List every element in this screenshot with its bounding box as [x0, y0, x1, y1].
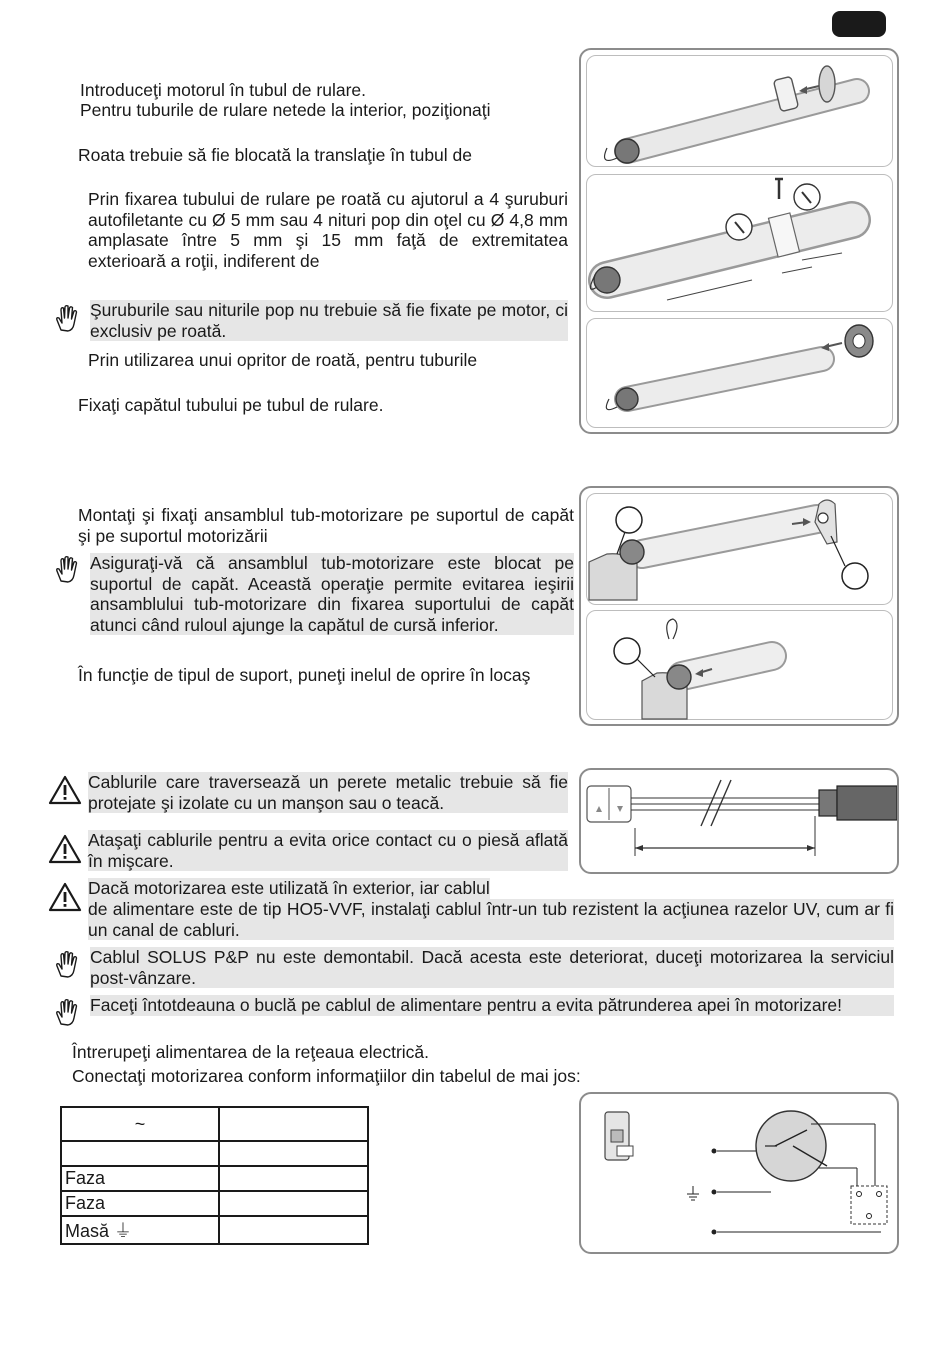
hand-note-icon [52, 304, 82, 334]
intro-line-1: Introduceţi motorul în tubul de rulare. [80, 80, 366, 100]
table-cell: Faza [61, 1166, 219, 1191]
figure-panel-cable [579, 768, 899, 874]
fix-end-line: Fixaţi capătul tubului pe tubul de rulare. [78, 395, 384, 415]
metal-wall-warning: Cablurile care traversează un perete metalic trebuie să fie protejate şi izolate cu un manşon sau o teacă. [88, 772, 568, 813]
table-cell: Masă ⏚ [61, 1216, 219, 1244]
figure-panel-mounting [579, 486, 899, 726]
table-cell [219, 1216, 368, 1244]
connect-line: Conectaţi motorizarea conform informaţiilor din tabelul de mai jos: [72, 1066, 581, 1086]
outdoor-warning-rest: de alimentare este de tip HO5-VVF, instalaţi cablul într-un tub rezistent la acţiunea razelor UV, cum ar fi un canal de cabluri. [88, 899, 894, 940]
fixing-paragraph: Prin fixarea tubului de rulare pe roată cu ajutorul a 4 şuruburi autofiletante cu Ø 5 mm sau 4 nituri pop din oţel cu Ø 4,8 mm amplasate între 5 mm şi 15 mm faţă de extremitatea exterioară a roţii, indiferent de [88, 189, 568, 271]
blocked-assembly-note: Asiguraţi-vă că ansamblul tub-motorizare este blocat pe suportul de capăt. Această operaţie permite evitarea ieşirii ansamblului tub-motorizare din fixarea suportului de capăt atunci când ruloul ajunge la capătul de cursă inferior. [90, 553, 574, 635]
screws-note: Şuruburile sau niturile pop nu trebuie să fie fixate pe motor, ci exclusiv pe roată. [90, 300, 568, 341]
moving-part-warning: Ataşaţi cablurile pentru a evita orice contact cu o piesă aflată în mişcare. [88, 830, 568, 871]
connection-table [60, 1106, 369, 1245]
wheel-stopper-line: Prin utilizarea unui opritor de roată, pentru tuburile [88, 350, 478, 370]
page-number-badge [832, 11, 886, 37]
table-row [61, 1191, 368, 1216]
power-off-line: Întrerupeţi alimentarea de la reţeaua electrică. [72, 1042, 430, 1062]
table-cell [219, 1191, 368, 1216]
table-row [61, 1166, 368, 1191]
figure-mount-brackets [586, 493, 893, 605]
figure-panel-tube-insert [579, 48, 899, 434]
cable-loop-note: Faceţi întotdeauna o buclă pe cablul de alimentare pentru a evita pătrunderea apei în motorizare! [90, 995, 894, 1016]
table-row [61, 1216, 368, 1244]
intro-line-3: Roata trebuie să fie blocată la translaţie în tubul de [78, 145, 472, 165]
figure-panel-wiring [579, 1092, 899, 1254]
figure-stop-ring [586, 610, 893, 720]
table-cell [61, 1141, 219, 1166]
warning-triangle-icon [48, 882, 82, 912]
stop-ring-paragraph: În funcţie de tipul de suport, puneţi inelul de oprire în locaş [78, 665, 531, 685]
table-header-symbol: ~ [61, 1107, 219, 1141]
hand-note-icon [52, 555, 82, 585]
hand-note-icon [52, 950, 82, 980]
figure-screw-fixing [586, 174, 893, 312]
table-cell [219, 1141, 368, 1166]
warning-triangle-icon [48, 834, 82, 864]
table-header-cell [219, 1107, 368, 1141]
warning-triangle-icon [48, 775, 82, 805]
table-row [61, 1141, 368, 1166]
mount-paragraph: Montaţi şi fixaţi ansamblul tub-motorizare pe suportul de capăt şi pe suportul motorizării [78, 505, 574, 546]
cable-not-removable-note: Cablul SOLUS P&P nu este demontabil. Dacă acesta este deteriorat, duceţi motorizarea la serviciul post-vânzare. [90, 947, 894, 988]
figure-end-cap [586, 318, 893, 428]
table-cell [219, 1166, 368, 1191]
outdoor-warning-line1: Dacă motorizarea este utilizată în exterior, iar cablul [88, 878, 490, 898]
hand-note-icon [52, 998, 82, 1028]
table-cell: Faza [61, 1191, 219, 1216]
figure-motor-insert [586, 55, 893, 167]
intro-line-2: Pentru tuburile de rulare netede la interior, poziţionaţi [80, 100, 491, 120]
